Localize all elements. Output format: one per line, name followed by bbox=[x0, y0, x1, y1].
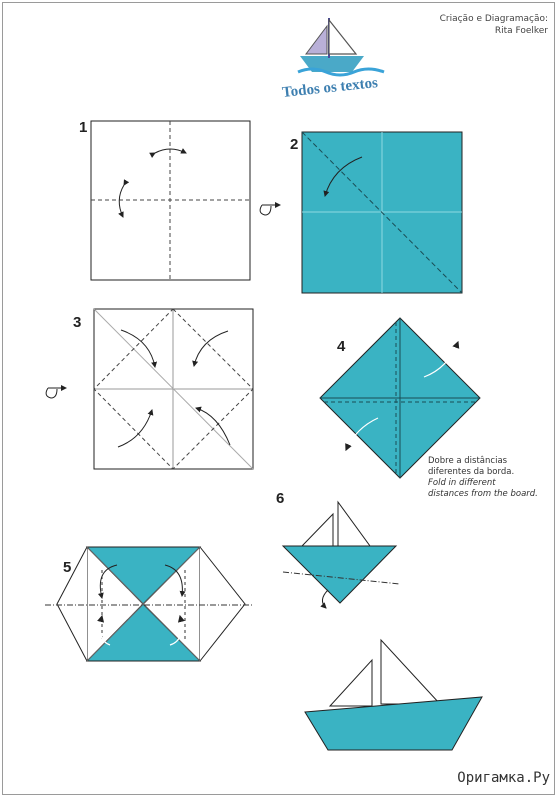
step-number-4: 4 bbox=[337, 338, 346, 355]
step-5-diagram bbox=[45, 547, 252, 661]
step-2-diagram bbox=[302, 132, 462, 293]
credit-line-2: Rita Foelker bbox=[494, 26, 548, 36]
step-number-3: 3 bbox=[73, 314, 82, 331]
step-3-diagram bbox=[94, 309, 253, 469]
step-number-5: 5 bbox=[63, 559, 72, 576]
note-en-line-1: Fold in different bbox=[428, 478, 496, 488]
step-number-6: 6 bbox=[276, 490, 285, 507]
site-watermark: Оригамка.Ру bbox=[457, 770, 550, 786]
credit-line-1: Criação e Diagramação: bbox=[439, 14, 548, 24]
logo-boat-icon bbox=[298, 18, 384, 75]
step-1-diagram bbox=[91, 121, 250, 280]
note-pt-line-2: diferentes da borda. bbox=[428, 467, 515, 477]
finished-boat bbox=[305, 640, 482, 750]
note-en-line-2: distances from the board. bbox=[428, 489, 538, 499]
fold-note bbox=[428, 456, 538, 500]
note-pt-line-1: Dobre a distâncias bbox=[428, 456, 508, 466]
turn-over-icon bbox=[260, 205, 280, 215]
logo-text: Todos os textos bbox=[281, 75, 379, 101]
step-number-1: 1 bbox=[79, 119, 88, 136]
step-number-2: 2 bbox=[290, 136, 299, 153]
step-6-diagram bbox=[283, 502, 400, 608]
turn-over-icon-2 bbox=[46, 388, 66, 398]
